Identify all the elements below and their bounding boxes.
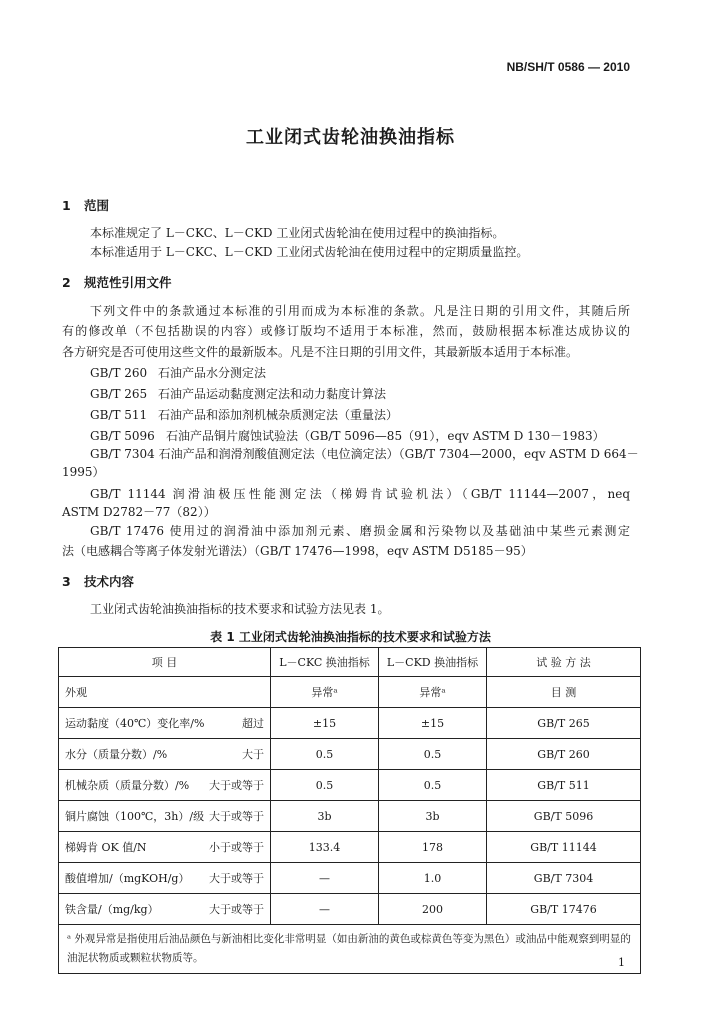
section-1-paragraph-1: 本标准规定了 L－CKC、L－CKD 工业闭式齿轮油在使用过程中的换油指标。 <box>90 226 505 240</box>
test-method: 目 测 <box>487 677 641 708</box>
item-cell <box>59 801 271 832</box>
item-cell <box>59 677 271 708</box>
ckd-value: 1.0 <box>379 863 487 894</box>
header-ckd: L－CKD 换油指标 <box>379 648 487 677</box>
ckd-value: 3b <box>379 801 487 832</box>
reference-11144-line-2: ASTM D2782－77（82）） <box>62 505 216 519</box>
table-row <box>59 894 641 925</box>
table-footnote: ᵃ 外观异常是指使用后油品颜色与新油相比变化非常明显（如由新油的黄色或棕黄色等变为黑色）或油品中能观察到明显的油泥状物质或颗粒状物质等。 <box>59 925 641 974</box>
ckc-value: 0.5 <box>271 770 379 801</box>
reference-code: GB/T 265 <box>90 387 148 401</box>
item-name: 梯姆肯 OK 值/N <box>65 841 147 854</box>
item-condition: 大于或等于 <box>209 903 264 916</box>
test-method: GB/T 7304 <box>487 863 641 894</box>
section-3-heading <box>62 572 134 590</box>
ckc-value: 异常ᵃ <box>271 677 379 708</box>
reference-item <box>90 406 398 423</box>
reference-11144-line-1: GB/T 11144 润滑油极压性能测定法（梯姆肯试验机法）（GB/T 11144—2007，neq <box>90 487 630 501</box>
table-row <box>59 770 641 801</box>
reference-17476-line-1: GB/T 17476 使用过的润滑油中添加剂元素、磨损金属和污染物以及基础油中某些元素测定 <box>90 524 630 538</box>
ckd-value: ±15 <box>379 708 487 739</box>
ckc-value: 0.5 <box>271 739 379 770</box>
standard-number: NB/SH/T 0586 — 2010 <box>506 60 630 74</box>
reference-title: 石油产品水分测定法 <box>158 366 267 380</box>
item-name: 铜片腐蚀（100℃，3h）/级 <box>65 810 205 823</box>
reference-code: GB/T 260 <box>90 366 148 380</box>
section-3-paragraph-1: 工业闭式齿轮油换油指标的技术要求和试验方法见表 1。 <box>90 602 390 616</box>
item-condition: 超过 <box>242 717 264 730</box>
item-cell <box>59 770 271 801</box>
table-row <box>59 801 641 832</box>
section-number: 2 <box>62 275 71 290</box>
section-1-heading <box>62 196 109 214</box>
section-number: 1 <box>62 198 71 213</box>
test-method: GB/T 17476 <box>487 894 641 925</box>
reference-7304-line-2: 1995） <box>62 465 105 479</box>
reference-item <box>90 427 605 444</box>
item-name: 水分（质量分数）/% <box>65 748 168 761</box>
item-cell <box>59 894 271 925</box>
test-method: GB/T 511 <box>487 770 641 801</box>
reference-17476-line-2: 法（电感耦合等离子体发射光谱法）（GB/T 17476—1998，eqv ASTM D5185－95） <box>62 544 533 558</box>
item-cell <box>59 739 271 770</box>
test-method: GB/T 265 <box>487 708 641 739</box>
item-cell <box>59 863 271 894</box>
ckd-value: 异常ᵃ <box>379 677 487 708</box>
header-ckc: L－CKC 换油指标 <box>271 648 379 677</box>
section-1-paragraph-2: 本标准适用于 L－CKC、L－CKD 工业闭式齿轮油在使用过程中的定期质量监控。 <box>90 245 529 259</box>
ckc-value: 3b <box>271 801 379 832</box>
section-2-intro-line-2: 有的修改单（不包括勘误的内容）或修订版均不适用于本标准，然而，鼓励根据本标准达成协议的 <box>62 324 630 338</box>
ckd-value: 200 <box>379 894 487 925</box>
item-condition: 大于或等于 <box>209 810 264 823</box>
page-number: 1 <box>618 956 625 969</box>
ckc-value: — <box>271 894 379 925</box>
table-footnote-row <box>59 925 641 974</box>
item-name: 外观 <box>65 686 87 699</box>
table-row <box>59 708 641 739</box>
table-row <box>59 739 641 770</box>
page-title: 工业闭式齿轮油换油指标 <box>246 127 455 148</box>
item-condition: 大于或等于 <box>209 779 264 792</box>
item-name: 铁含量/（mg/kg） <box>65 903 159 916</box>
item-name: 机械杂质（质量分数）/% <box>65 779 190 792</box>
section-2-intro-line-3: 各方研究是否可使用这些文件的最新版本。凡是不注日期的引用文件，其最新版本适用于本标准。 <box>62 345 579 359</box>
table-caption: 表 1 工业闭式齿轮油换油指标的技术要求和试验方法 <box>210 630 491 644</box>
reference-title: 石油产品运动黏度测定法和动力黏度计算法 <box>158 387 387 401</box>
section-title: 规范性引用文件 <box>84 275 172 290</box>
reference-code: GB/T 5096 <box>90 429 155 443</box>
header-method: 试 验 方 法 <box>487 648 641 677</box>
section-2-heading <box>62 273 172 291</box>
ckc-value: — <box>271 863 379 894</box>
reference-item <box>90 364 266 381</box>
reference-title: 石油产品铜片腐蚀试验法（GB/T 5096—85（91），eqv ASTM D 130－1983） <box>166 429 605 443</box>
ckc-value: ±15 <box>271 708 379 739</box>
section-title: 范围 <box>84 198 110 213</box>
ckd-value: 0.5 <box>379 770 487 801</box>
section-2-intro-line-1: 下列文件中的条款通过本标准的引用而成为本标准的条款。凡是注日期的引用文件，其随后所 <box>90 304 630 318</box>
table-row <box>59 677 641 708</box>
table-header-row <box>59 648 641 677</box>
ckd-value: 0.5 <box>379 739 487 770</box>
section-number: 3 <box>62 574 71 589</box>
test-method: GB/T 5096 <box>487 801 641 832</box>
test-method: GB/T 260 <box>487 739 641 770</box>
section-title: 技术内容 <box>84 574 135 589</box>
item-condition: 大于 <box>242 748 264 761</box>
item-name: 运动黏度（40℃）变化率/% <box>65 717 205 730</box>
change-index-table <box>58 647 641 974</box>
item-cell <box>59 832 271 863</box>
ckc-value: 133.4 <box>271 832 379 863</box>
table-row <box>59 863 641 894</box>
item-condition: 小于或等于 <box>209 841 264 854</box>
reference-code: GB/T 511 <box>90 408 148 422</box>
item-name: 酸值增加/（mgKOH/g） <box>65 872 190 885</box>
table-row <box>59 832 641 863</box>
item-condition: 大于或等于 <box>209 872 264 885</box>
reference-item <box>90 385 386 402</box>
ckd-value: 178 <box>379 832 487 863</box>
test-method: GB/T 11144 <box>487 832 641 863</box>
header-item: 项 目 <box>59 648 271 677</box>
reference-title: 石油产品和添加剂机械杂质测定法（重量法） <box>158 408 399 422</box>
item-cell <box>59 708 271 739</box>
reference-7304-line-1: GB/T 7304 石油产品和润滑剂酸值测定法（电位滴定法）（GB/T 7304—2000，eqv ASTM D 664－ <box>90 447 639 461</box>
